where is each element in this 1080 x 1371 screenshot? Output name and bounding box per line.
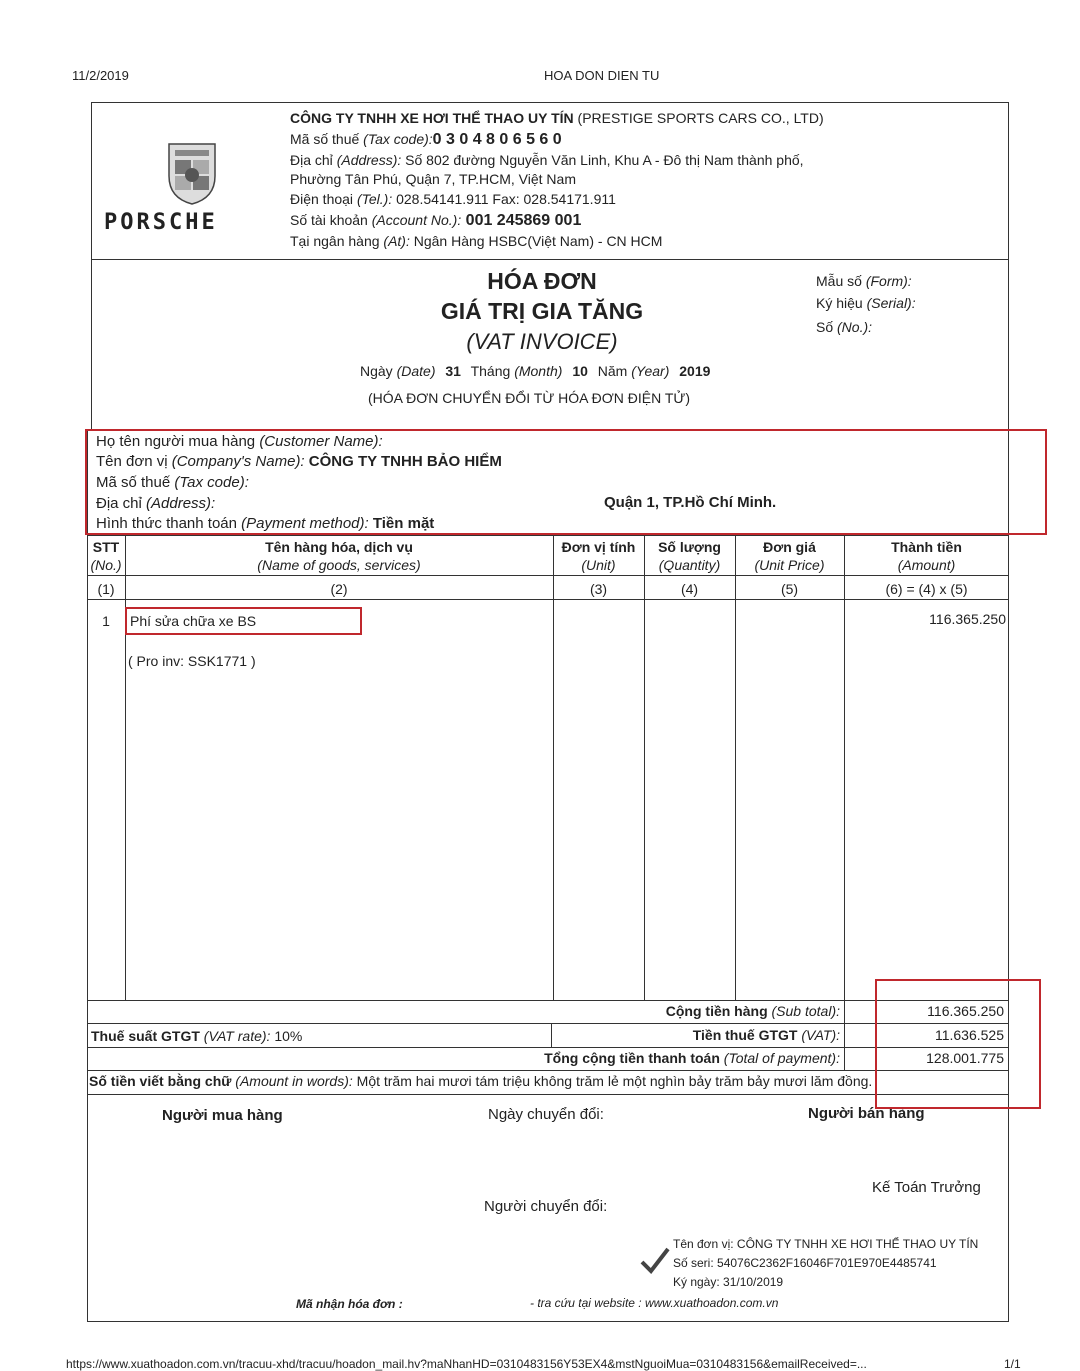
header-quantity: Số lượng (Quantity) xyxy=(658,539,721,573)
vat-value: 11.636.525 xyxy=(934,1027,1004,1043)
converted-note: (HÓA ĐƠN CHUYỂN ĐỔI TỪ HÓA ĐƠN ĐIỆN TỬ) xyxy=(368,390,690,406)
seller-address-2: Phường Tân Phú, Quận 7, TP.HCM, Việt Nam xyxy=(290,171,576,187)
header-no: STT (No.) xyxy=(90,539,122,573)
header-unit: Đơn vị tính (Unit) xyxy=(561,539,636,573)
header-amount: Thành tiền (Amount) xyxy=(891,539,962,573)
buyer-signature-label: Người mua hàng xyxy=(162,1107,283,1124)
brand-logo: PORSCHE xyxy=(104,210,218,235)
conversion-date-label: Ngày chuyển đổi: xyxy=(488,1106,604,1123)
invoice-title-en: (VAT INVOICE) xyxy=(466,329,618,354)
chief-accountant-label: Kế Toán Trưởng xyxy=(872,1179,981,1196)
signature-date: Ký ngày: 31/10/2019 xyxy=(673,1275,784,1289)
payment-method: Tiền mặt xyxy=(368,515,435,532)
page-number: 1/1 xyxy=(1004,1357,1021,1371)
seller-name-en: (PRESTIGE SPORTS CARS CO., LTD) xyxy=(573,110,824,126)
invoice-date: Ngày (Date) 31 Tháng (Month) 10 Năm (Year) 2019 xyxy=(360,363,711,379)
amount-in-words: Số tiền viết bằng chữ (Amount in words): Một trăm hai mươi tám triệu không trăm lẻ một nghìn bảy trăm bảy mươi lăm đồng. xyxy=(89,1073,873,1089)
vat-rate: 10% xyxy=(270,1028,303,1044)
print-date: 11/2/2019 xyxy=(72,68,129,83)
table-row-no: 1 xyxy=(102,613,110,629)
porsche-crest-icon xyxy=(165,140,219,206)
buyer-highlight xyxy=(85,429,1047,535)
print-title: HOA DON DIEN TU xyxy=(544,68,660,83)
invoice-subtitle: GIÁ TRỊ GIA TĂNG xyxy=(440,298,644,324)
seller-phone: 028.54141.911 Fax: 028.54171.911 xyxy=(392,191,616,207)
buyer-company: CÔNG TY TNHH BẢO HIỂM xyxy=(304,453,502,470)
seller-account: 001 245869 001 xyxy=(461,212,582,229)
total-value: 128.001.775 xyxy=(926,1050,1004,1066)
seller-name: CÔNG TY TNHH XE HƠI THỂ THAO UY TÍN xyxy=(290,110,574,126)
seller-tax-code: 0 3 0 4 8 0 6 5 6 0 xyxy=(432,131,562,148)
table-row-note: ( Pro inv: SSK1771 ) xyxy=(128,653,256,669)
signature-unit: Tên đơn vị: CÔNG TY TNHH XE HƠI THỂ THAO UY TÍN xyxy=(673,1237,979,1251)
header-unit-price: Đơn giá (Unit Price) xyxy=(754,539,825,573)
item-highlight xyxy=(125,607,362,635)
checkmark-icon xyxy=(640,1246,670,1279)
totals-highlight xyxy=(875,979,1041,1109)
invoice-title: HÓA ĐƠN xyxy=(487,268,597,294)
signature-serial: Số seri: 54076C2362F16046F701E970E4485741 xyxy=(673,1256,937,1270)
seller-signature-label: Người bán hàng xyxy=(808,1105,925,1122)
table-row-name: Phí sửa chữa xe BS xyxy=(130,613,257,629)
lookup-website: - tra cứu tại website : www.xuathoadon.com.vn xyxy=(530,1296,779,1310)
converter-label: Người chuyển đổi: xyxy=(484,1198,608,1215)
seller-address: Số 802 đường Nguyễn Văn Linh, Khu A - Đô thị Nam thành phố, xyxy=(401,152,804,168)
subtotal-value: 116.365.250 xyxy=(927,1003,1004,1019)
footer-url[interactable]: https://www.xuathoadon.com.vn/tracuu-xhd/tracuu/hoadon_mail.hv?maNhanHD=0310483156Y53EX4&mstNguoiMua=0310483156&emailReceived=... xyxy=(66,1357,867,1371)
buyer-address: Quận 1, TP.Hồ Chí Minh. xyxy=(604,494,777,511)
seller-bank: Ngân Hàng HSBC(Việt Nam) - CN HCM xyxy=(409,233,663,249)
header-name: Tên hàng hóa, dịch vụ (Name of goods, services) xyxy=(257,539,421,573)
table-row-amount: 116.365.250 xyxy=(929,611,1006,627)
receive-code-label: Mã nhận hóa đơn : xyxy=(296,1297,403,1311)
